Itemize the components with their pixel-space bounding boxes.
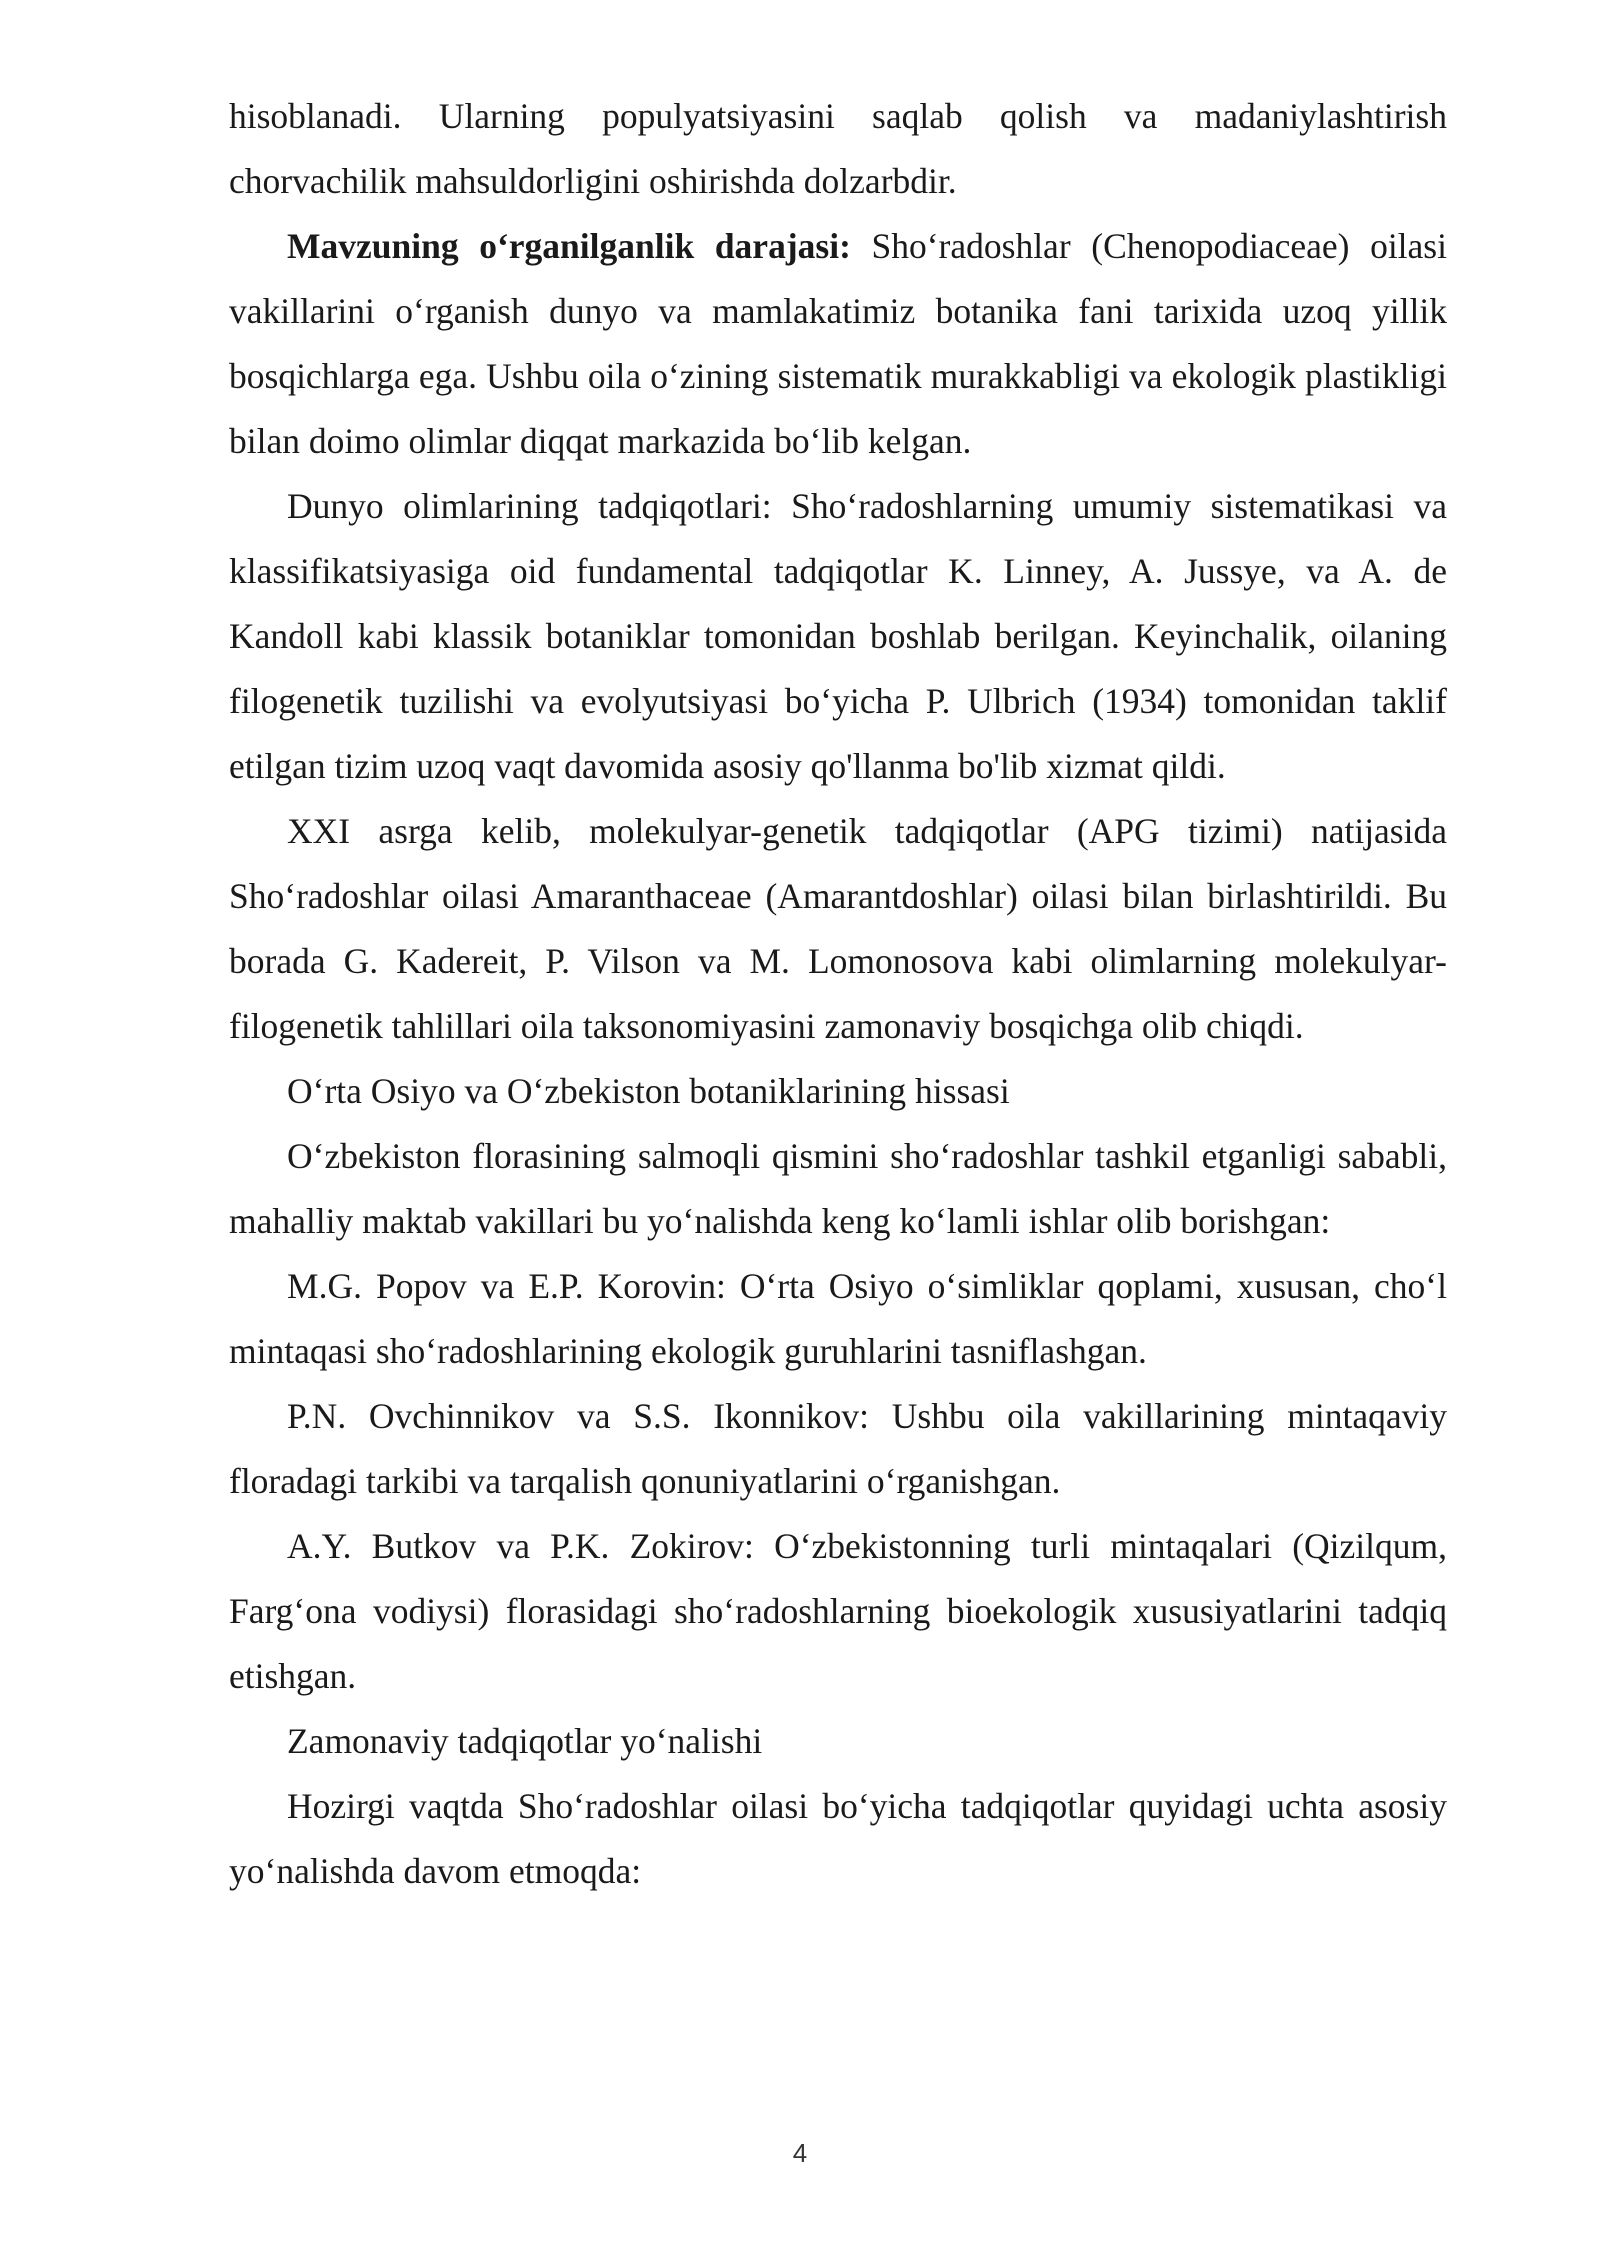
paragraph-text: Dunyo olimlarining tadqiqotlari: Sho‘radoshlarning umumiy sistematikasi va klassifikatsiyasiga oid fundamental tadqiqotlar K. Linney, A. Jussye, va A. de Kandoll kabi klassik botaniklar tomonidan boshlab berilgan. Keyinchalik, oilaning filogenetik tuzilishi va evolyutsiyasi bo‘yicha P. Ulbrich (1934) tomonidan taklif etilgan tizim uzoq vaqt davomida asosiy qo'llanma bo'lib xizmat qildi. [229,486,1447,786]
paragraph-text: Sho‘radoshlar (Chenopodiaceae) oilasi vakillarini o‘rganish dunyo va mamlakatimiz botanika fani tarixida uzoq yillik bosqichlarga ega. Ushbu oila o‘zining sistematik murakkabligi va ekologik plastikligi bilan doimo olimlar diqqat markazida bo‘lib kelgan. [229,226,1447,461]
document-page-body [229,84,1447,1904]
paragraph-text: O‘rta Osiyo va O‘zbekiston botaniklarining hissasi [287,1071,1010,1111]
paragraph-current-directions [229,1774,1447,1904]
paragraph-text: hisoblanadi. Ularning populyatsiyasini saqlab qolish va madaniylashtirish chorvachilik mahsuldorligini oshirishda dolzarbdir. [229,96,1447,201]
paragraph-continuation [229,84,1447,214]
paragraph-text: O‘zbekiston florasining salmoqli qismini sho‘radoshlar tashkil etganligi sababli, mahalliy maktab vakillari bu yo‘nalishda keng ko‘lamli ishlar olib borishgan: [229,1136,1447,1241]
paragraph-popov-korovin [229,1254,1447,1384]
paragraph-world-scientists [229,474,1447,799]
paragraph-text: Hozirgi vaqtda Sho‘radoshlar oilasi bo‘yicha tadqiqotlar quyidagi uchta asosiy yo‘nalishda davom etmoqda: [229,1786,1447,1891]
paragraph-text: Zamonaviy tadqiqotlar yo‘nalishi [287,1721,763,1761]
paragraph-text: M.G. Popov va E.P. Korovin: O‘rta Osiyo o‘simliklar qoplami, xususan, cho‘l mintaqasi sho‘radoshlarining ekologik guruhlarini tasniflashgan. [229,1266,1447,1371]
paragraph-text: P.N. Ovchinnikov va S.S. Ikonnikov: Ushbu oila vakillarining mintaqaviy floradagi tarkibi va tarqalish qonuniyatlarini o‘rganishgan. [229,1396,1447,1501]
section-subheading-modern-research [229,1709,1447,1774]
paragraph-ovchinnikov-ikonnikov [229,1384,1447,1514]
paragraph-text: XXI asrga kelib, molekulyar-genetik tadqiqotlar (APG tizimi) natijasida Sho‘radoshlar oilasi Amaranthaceae (Amarantdoshlar) oilasi bilan birlashtirildi. Bu borada G. Kadereit, P. Vilson va M. Lomonosova kabi olimlarning molekulyar-filogenetik tahlillari oila taksonomiyasini zamonaviy bosqichga olib chiqdi. [229,811,1447,1046]
paragraph-text: A.Y. Butkov va P.K. Zokirov: O‘zbekistonning turli mintaqalari (Qizilqum, Farg‘ona vodiysi) florasidagi sho‘radoshlarning bioekologik xususiyatlarini tadqiq etishgan. [229,1526,1447,1696]
paragraph-21st-century [229,799,1447,1059]
page-number: 4 [792,2138,808,2168]
paragraph-uzbekistan-flora [229,1124,1447,1254]
paragraph-butkov-zokirov [229,1514,1447,1709]
section-subheading-central-asia [229,1059,1447,1124]
paragraph-research-level [229,214,1447,474]
paragraph-lead-heading: Mavzuning o‘rganilganlik darajasi: [287,226,851,266]
